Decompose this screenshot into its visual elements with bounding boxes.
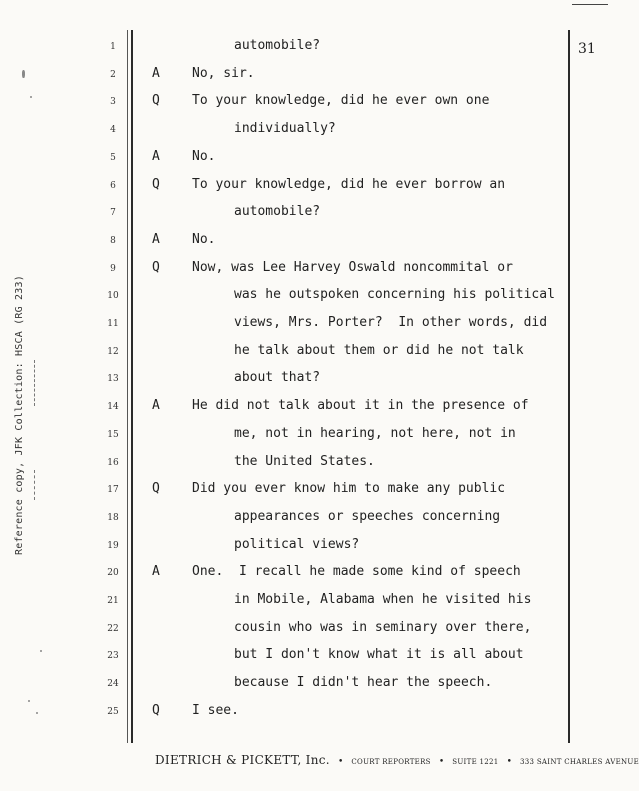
- transcript-line: [0, 481, 612, 501]
- scan-speck: [22, 70, 25, 78]
- line-number: 5: [110, 152, 116, 163]
- transcript-line: [0, 121, 612, 141]
- line-text: me, not in hearing, not here, not in: [234, 425, 516, 441]
- line-number: 15: [107, 429, 119, 440]
- speaker-label: Q: [152, 481, 160, 497]
- line-number: 18: [107, 512, 119, 523]
- line-number: 14: [107, 402, 119, 413]
- transcript-line: [0, 703, 612, 723]
- line-text: Did you ever know him to make any public: [192, 481, 506, 497]
- line-text: but I don't know what it is all about: [234, 647, 524, 663]
- line-number: 25: [107, 706, 119, 717]
- transcript-line: [0, 592, 612, 612]
- line-text: about that?: [234, 370, 321, 386]
- line-text: I see.: [192, 702, 239, 718]
- line-number: 22: [107, 623, 119, 634]
- scan-speck: [28, 700, 30, 702]
- line-text: Now, was Lee Harvey Oswald noncommital or: [192, 259, 513, 275]
- line-number: 9: [110, 263, 116, 274]
- line-text: political views?: [234, 536, 360, 552]
- line-number: 23: [107, 651, 119, 662]
- transcript-line: [0, 426, 612, 446]
- transcript-line: [0, 370, 612, 390]
- speaker-label: A: [152, 65, 160, 81]
- scan-speck: [40, 650, 42, 652]
- transcript-line: [0, 564, 612, 584]
- line-number: 6: [110, 180, 116, 191]
- speaker-label: A: [152, 398, 160, 414]
- line-text: individually?: [234, 121, 336, 137]
- transcript-line: [0, 66, 612, 86]
- line-text: he talk about them or did he not talk: [234, 342, 524, 358]
- transcript-line: [0, 232, 612, 252]
- line-number: 13: [107, 374, 119, 385]
- scan-speck: [36, 712, 38, 714]
- line-number: 17: [107, 485, 119, 496]
- line-text: because I didn't hear the speech.: [234, 675, 493, 691]
- speaker-label: Q: [152, 93, 160, 109]
- speaker-label: A: [152, 231, 160, 247]
- line-text: No.: [192, 231, 216, 247]
- line-text: cousin who was in seminary over there,: [234, 619, 532, 635]
- line-number: 19: [107, 540, 119, 551]
- line-number: 10: [107, 291, 119, 302]
- line-text: the United States.: [234, 453, 375, 469]
- line-text: One. I recall he made some kind of speech: [192, 564, 521, 580]
- top-edge-mark: [572, 4, 608, 5]
- speaker-label: Q: [152, 259, 160, 275]
- line-number: 11: [107, 319, 119, 329]
- line-number: 8: [110, 235, 116, 246]
- line-number: 7: [110, 208, 116, 219]
- transcript-line: [0, 287, 612, 307]
- transcript-line: [0, 620, 612, 640]
- line-number: 21: [107, 596, 119, 606]
- transcript-line: [0, 38, 612, 58]
- line-text: in Mobile, Alabama when he visited his: [234, 592, 532, 607]
- page-number: 31: [578, 41, 596, 57]
- transcript-line: [0, 204, 612, 224]
- transcript-line: [0, 647, 612, 667]
- transcript-line: [0, 454, 612, 474]
- speaker-label: A: [152, 148, 160, 164]
- transcript-line: [0, 675, 612, 695]
- footer-separator: •: [438, 757, 445, 767]
- footer-separator: •: [337, 757, 344, 767]
- line-number: 3: [110, 97, 116, 108]
- transcript-line: [0, 398, 612, 418]
- footer-suite: SUITE 1221: [452, 758, 499, 766]
- line-text: No.: [192, 148, 216, 164]
- line-number: 20: [107, 568, 119, 579]
- speaker-label: Q: [152, 176, 160, 192]
- transcript-line: [0, 260, 612, 280]
- line-number: 12: [107, 346, 119, 357]
- footer-role: COURT REPORTERS: [351, 758, 431, 766]
- line-number: 1: [110, 42, 116, 52]
- line-number: 16: [107, 457, 119, 468]
- speaker-label: Q: [152, 702, 160, 718]
- line-text: automobile?: [234, 38, 321, 53]
- line-text: He did not talk about it in the presence of: [192, 398, 529, 414]
- transcript-line: [0, 93, 612, 113]
- line-number: 4: [110, 125, 116, 136]
- transcript-line: [0, 315, 612, 335]
- reporter-footer: [155, 749, 639, 768]
- footer-separator: •: [506, 757, 512, 767]
- transcript-line: [0, 177, 612, 197]
- line-number: 2: [110, 69, 116, 80]
- transcript-line: [0, 537, 612, 557]
- line-text: automobile?: [234, 204, 321, 220]
- archive-side-note: Reference copy, JFK Collection: HSCA (RG 233): [14, 275, 25, 555]
- line-text: To your knowledge, did he ever borrow an: [192, 176, 506, 192]
- speaker-label: A: [152, 564, 160, 580]
- transcript-line: [0, 149, 612, 169]
- footer-firm: DIETRICH & PICKETT, Inc.: [155, 753, 330, 767]
- transcript-line: [0, 343, 612, 363]
- scan-speck: [30, 96, 32, 98]
- transcript-line: [0, 509, 612, 529]
- footer-address: 333 SAINT CHARLES AVENUE: [520, 758, 639, 766]
- line-number: 24: [107, 679, 119, 690]
- line-text: views, Mrs. Porter? In other words, did: [234, 315, 548, 330]
- line-text: was he outspoken concerning his political: [234, 287, 555, 303]
- line-text: To your knowledge, did he ever own one: [192, 93, 490, 109]
- line-text: appearances or speeches concerning: [234, 508, 501, 524]
- line-text: No, sir.: [192, 65, 255, 81]
